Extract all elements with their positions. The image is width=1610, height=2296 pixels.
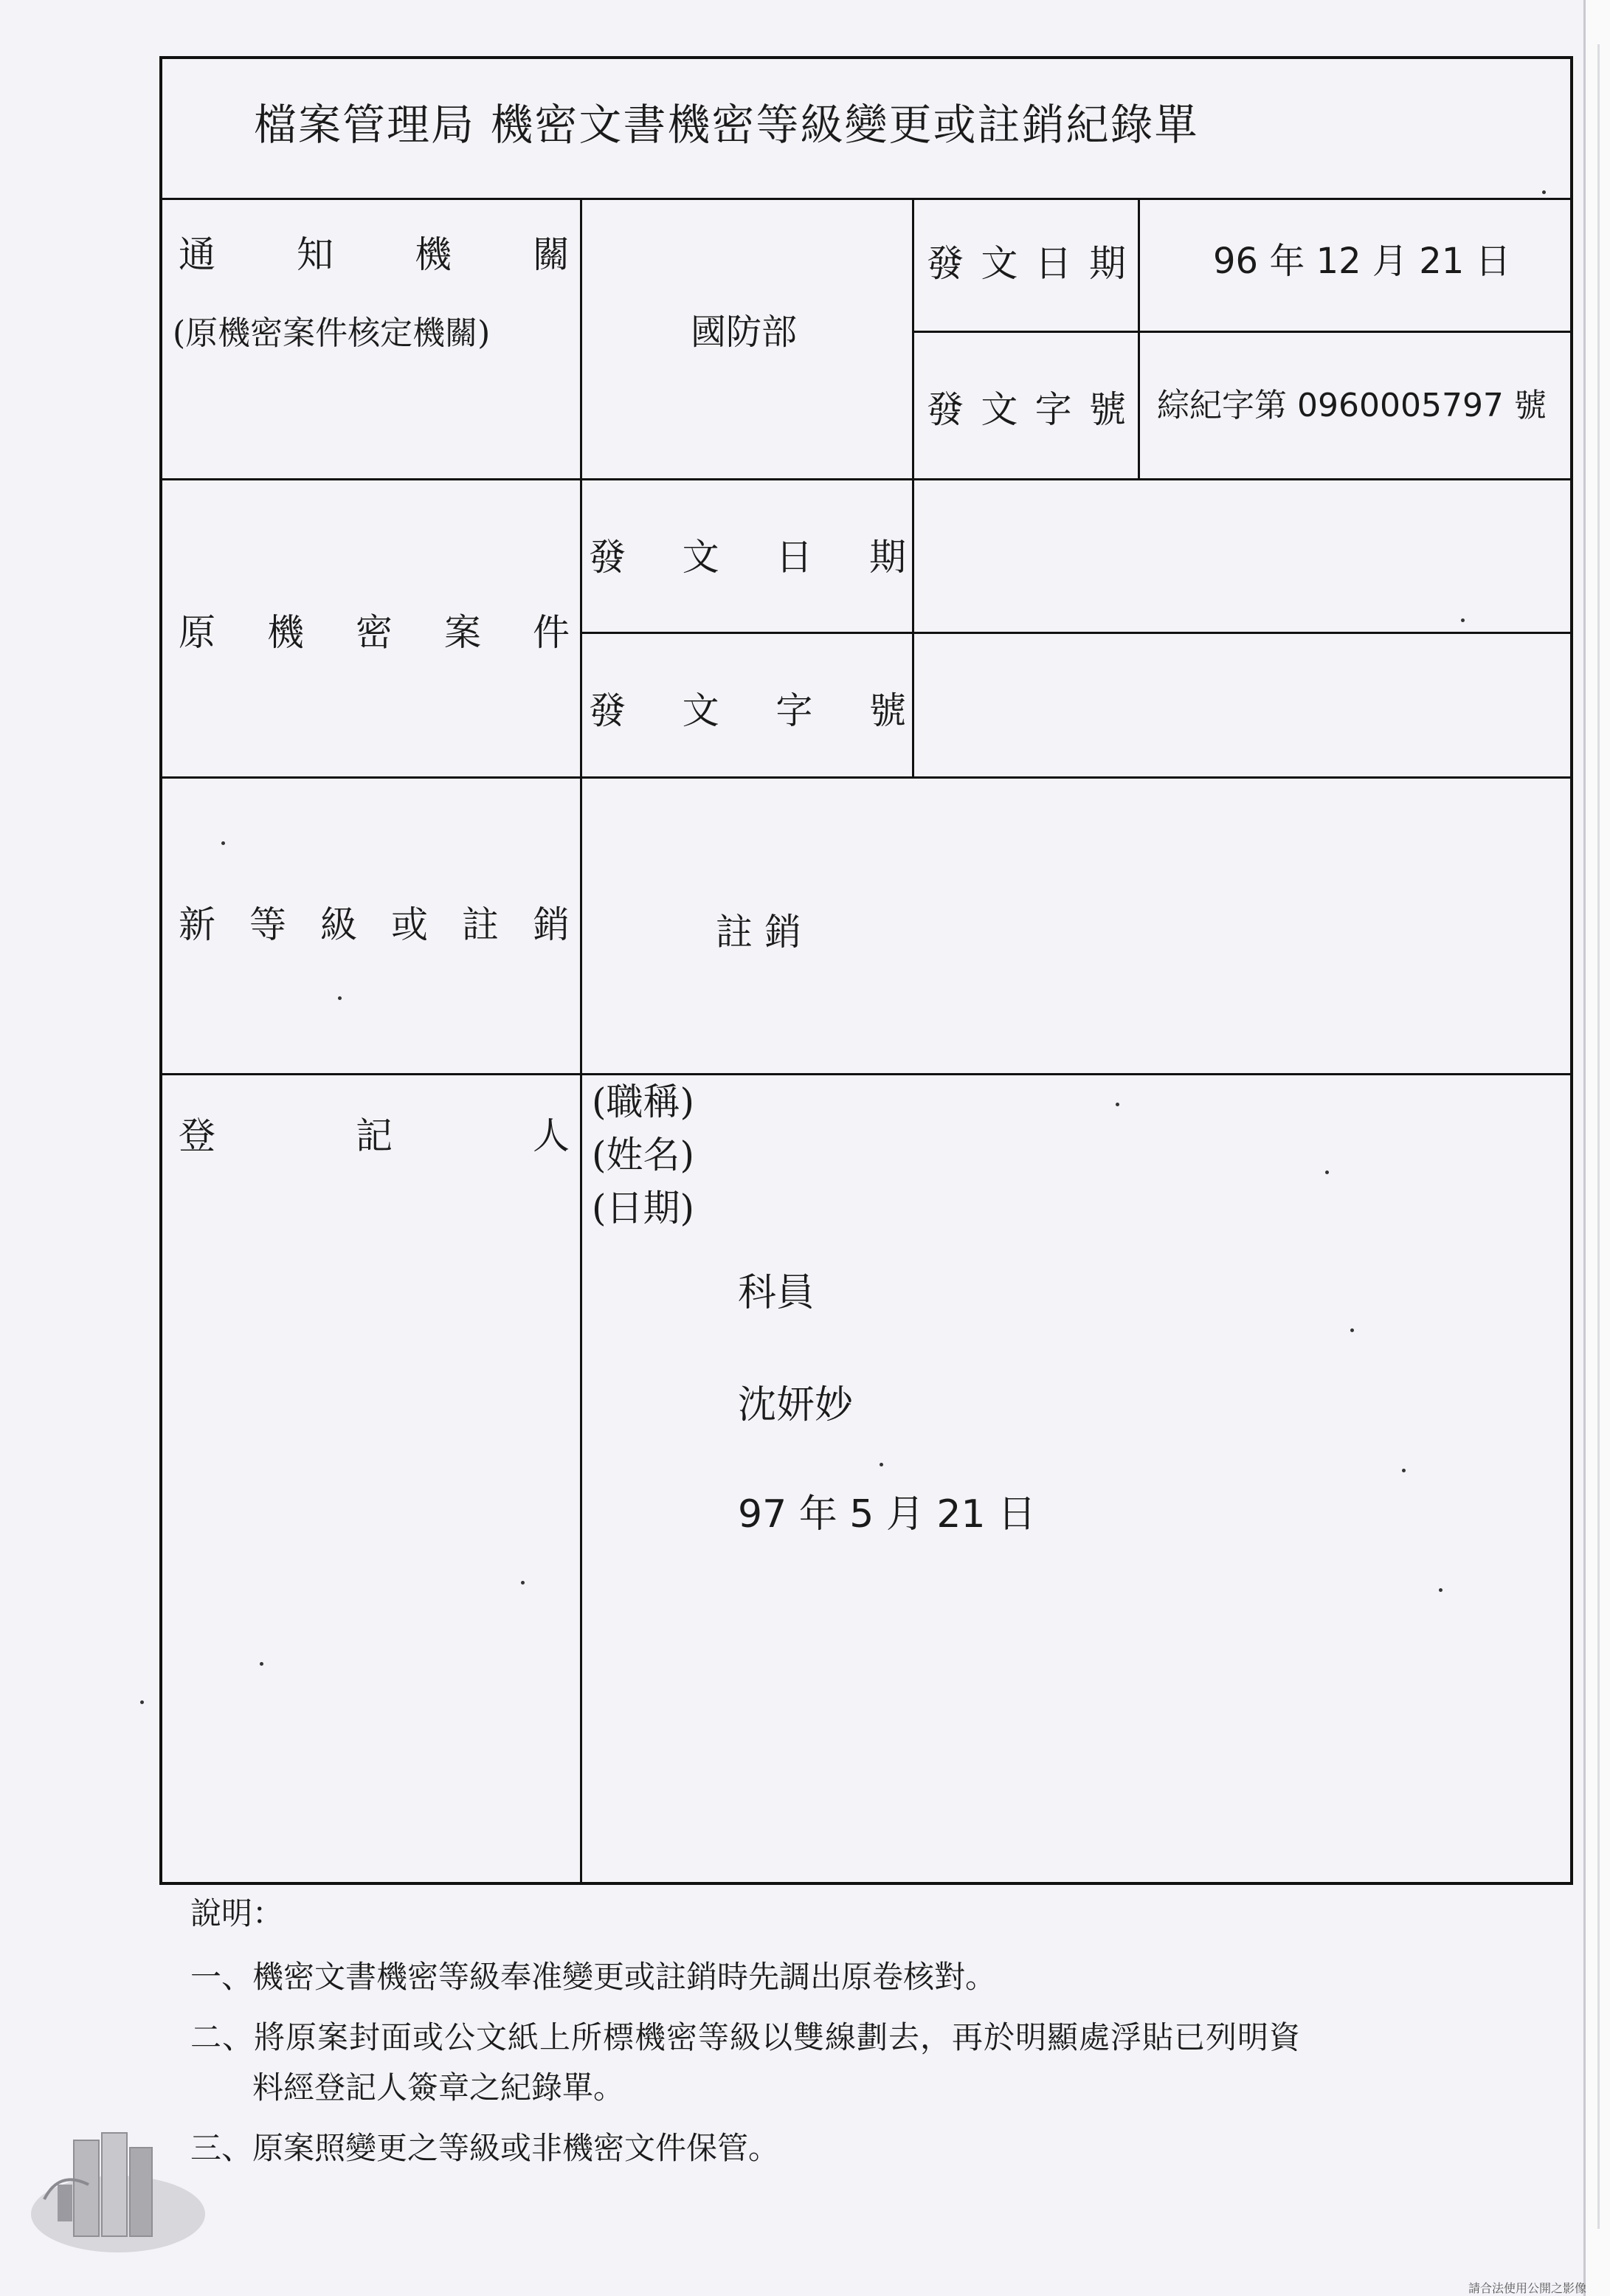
scan-speck — [1350, 1328, 1354, 1332]
orig-number-label — [589, 689, 906, 732]
form-title: 檔案管理局 機密文書機密等級變更或註銷紀錄單 — [254, 100, 1199, 150]
scan-speck — [1439, 1588, 1443, 1592]
orig-date-char: 日 — [775, 536, 813, 579]
scan-speck — [880, 1463, 883, 1466]
issue-number-char: 字 — [1034, 388, 1072, 431]
rule-col3-notify — [1138, 198, 1140, 478]
rule-notify-mid — [912, 331, 1572, 333]
rule-newlevel — [162, 1073, 1572, 1075]
scan-speck — [1325, 1171, 1329, 1174]
record-form — [159, 56, 1573, 1885]
new-level-char: 銷 — [533, 903, 570, 946]
issue-number-label — [927, 388, 1126, 431]
page-edge-stripe — [1597, 44, 1600, 2229]
orig-number-char: 發 — [589, 689, 626, 732]
orig-date-label — [589, 536, 906, 579]
scan-speck — [1461, 618, 1465, 622]
issue-date-char: 文 — [981, 242, 1018, 285]
new-level-label — [179, 903, 570, 946]
orig-date-char: 發 — [589, 536, 626, 579]
scan-speck — [260, 1662, 263, 1666]
registrar-title-value: 科員 — [738, 1271, 815, 1315]
orig-label-char: 機 — [267, 611, 304, 654]
rule-col2-orig — [912, 478, 914, 776]
issue-date-value: 96 年 12 月 21 日 — [1213, 241, 1511, 282]
rule-notify — [162, 478, 1572, 480]
registrar-date-value: 97 年 5 月 21 日 — [738, 1492, 1037, 1537]
scan-speck — [338, 996, 342, 1000]
orig-date-char: 期 — [868, 536, 906, 579]
issue-number-char: 文 — [981, 388, 1018, 431]
notify-label-char: 機 — [415, 233, 452, 276]
orig-label-char: 密 — [356, 611, 393, 654]
registrar-field-name: (姓名) — [592, 1134, 695, 1176]
issue-number-char: 發 — [927, 388, 964, 431]
original-case-label — [179, 611, 570, 654]
registrar-field-date: (日期) — [592, 1187, 695, 1230]
rule-col1 — [580, 198, 582, 1883]
notify-label-char: 通 — [179, 233, 215, 276]
issue-number-value: 綜紀字第 0960005797 號 — [1157, 387, 1547, 424]
issue-number-char: 號 — [1088, 388, 1126, 431]
orig-date-char: 文 — [682, 536, 719, 579]
page-edge — [1583, 0, 1610, 2296]
registrar-label — [179, 1114, 570, 1157]
scan-speck — [1402, 1469, 1406, 1472]
issue-date-char: 期 — [1088, 242, 1126, 285]
scan-speck — [1116, 1103, 1119, 1106]
scan-speck — [221, 841, 225, 845]
notify-agency-value: 國防部 — [691, 311, 798, 353]
scan-speck — [140, 1700, 144, 1704]
orig-number-char: 字 — [775, 689, 813, 732]
scan-speck — [521, 1581, 525, 1585]
issue-date-label — [927, 242, 1126, 285]
orig-label-char: 件 — [533, 611, 570, 654]
orig-number-char: 號 — [868, 689, 906, 732]
issue-date-char: 日 — [1034, 242, 1072, 285]
new-level-char: 或 — [391, 903, 428, 946]
registrar-name-value: 沈妍妙 — [738, 1383, 854, 1427]
note-item-1: 一、機密文書機密等級奉准變更或註銷時先調出原卷核對。 — [190, 1959, 997, 1995]
note-item-2: 二、將原案封面或公文紙上所標機密等級以雙線劃去，再於明顯處浮貼已列明資 — [190, 2019, 1302, 2055]
new-level-value: 註 銷 — [716, 911, 801, 954]
orig-number-char: 文 — [682, 689, 719, 732]
issue-date-char: 發 — [927, 242, 964, 285]
notify-label-char: 知 — [297, 233, 334, 276]
registrar-char: 登 — [179, 1114, 215, 1157]
notify-label-char: 關 — [533, 233, 570, 276]
rule-orig-mid — [580, 632, 1572, 634]
new-level-char: 新 — [179, 903, 215, 946]
archive-logo-icon — [30, 2111, 207, 2258]
rule-orig — [162, 776, 1572, 779]
orig-label-char: 原 — [179, 611, 215, 654]
rule-col2-notify — [912, 198, 914, 478]
notes-heading: 說明： — [190, 1895, 284, 1931]
note-item-3: 三、原案照變更之等級或非機密文件保管。 — [190, 2130, 780, 2166]
new-level-char: 註 — [462, 903, 499, 946]
rule-title — [162, 198, 1572, 200]
orig-label-char: 案 — [444, 611, 481, 654]
registrar-field-title: (職稱) — [592, 1080, 695, 1123]
notify-agency-label — [179, 233, 570, 276]
footer-notice: 請合法使用公開之影像 — [1468, 2281, 1587, 2295]
notify-agency-sublabel: (原機密案件核定機關) — [173, 314, 491, 352]
note-item-2-cont: 料經登記人簽章之紀錄單。 — [252, 2069, 625, 2106]
registrar-char: 人 — [533, 1114, 570, 1157]
new-level-char: 等 — [249, 903, 286, 946]
registrar-char: 記 — [356, 1114, 393, 1157]
scan-speck — [1542, 190, 1546, 194]
new-level-char: 級 — [320, 903, 357, 946]
